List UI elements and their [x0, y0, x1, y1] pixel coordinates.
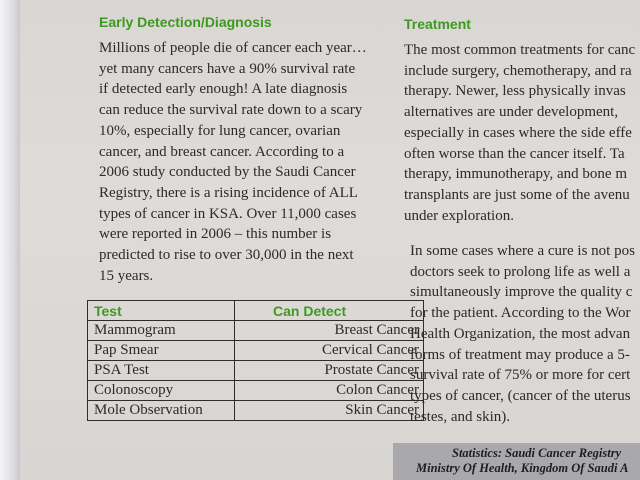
- text-line: if detected early enough! A late diagnosis: [99, 81, 348, 98]
- text-line: cancer, and breast cancer. According to a: [99, 143, 345, 160]
- text-line: 10%, especially for lung cancer, ovarian: [99, 122, 341, 139]
- text-line: types of cancer in KSA. Over 11,000 cases: [99, 205, 357, 222]
- table-cell-test: Mammogram: [88, 321, 235, 341]
- statistics-source-line-2: Ministry Of Health, Kingdom Of Saudi A: [416, 461, 629, 475]
- text-line: predicted to rise to over 30,000 in the next: [99, 247, 354, 264]
- text-line: often worse than the cancer itself. Ta: [404, 145, 625, 162]
- table-cell-detects: Colon Cancer: [235, 381, 424, 401]
- table-cell-test: Pap Smear: [88, 341, 235, 361]
- table-header-row: [88, 301, 424, 321]
- treatment-heading: Treatment: [404, 16, 471, 32]
- text-line: Health Organization, the most advan: [410, 325, 631, 342]
- table-cell-detects: Prostate Cancer: [235, 361, 424, 381]
- text-line: simultaneously improve the quality c: [410, 284, 633, 301]
- text-line: transplants are just some of the avenu: [404, 186, 630, 203]
- table-row: [88, 361, 424, 381]
- text-line: therapy, immunotherapy, and bone m: [404, 166, 627, 183]
- detection-table: [87, 300, 424, 421]
- text-line: 2006 study conducted by the Saudi Cancer: [99, 164, 356, 181]
- treatment-paragraph-1: [404, 40, 640, 226]
- text-line: 15 years.: [99, 267, 154, 284]
- table-row: [88, 381, 424, 401]
- book-spine-edge: [0, 0, 20, 480]
- table-row: [88, 341, 424, 361]
- table-cell-detects: Cervical Cancer: [235, 341, 424, 361]
- text-line: Registry, there is a rising incidence of ALL: [99, 184, 358, 201]
- text-line: include surgery, chemotherapy, and ra: [404, 62, 632, 79]
- table-row: [88, 321, 424, 341]
- text-line: for the patient. According to the Wor: [410, 305, 631, 322]
- text-line: under exploration.: [404, 207, 514, 224]
- text-line: were reported in 2006 – this number is: [99, 226, 332, 243]
- table-cell-test: Colonoscopy: [88, 381, 235, 401]
- text-line: Millions of people die of cancer each year…: [99, 40, 367, 56]
- text-line: alternatives are under development,: [404, 104, 619, 121]
- text-line: types of cancer, (cancer of the uterus: [410, 387, 631, 404]
- text-line: yet many cancers have a 90% survival rate: [99, 60, 356, 77]
- text-line: survival rate of 75% or more for cert: [410, 367, 631, 384]
- text-line: can reduce the survival rate down to a scary: [99, 102, 363, 119]
- table-row: [88, 401, 424, 421]
- text-line: therapy. Newer, less physically invas: [404, 83, 626, 100]
- column-header-can-detect: Can Detect: [235, 301, 424, 321]
- table-cell-detects: Breast Cancer: [235, 321, 424, 341]
- table-cell-test: Mole Observation: [88, 401, 235, 421]
- table-cell-test: PSA Test: [88, 361, 235, 381]
- text-line: forms of treatment may produce a 5-: [410, 346, 630, 363]
- text-line: The most common treatments for canc: [404, 42, 636, 58]
- column-header-test: Test: [88, 301, 235, 321]
- table-cell-detects: Skin Cancer: [235, 401, 424, 421]
- statistics-source-line-1: Statistics: Saudi Cancer Registry: [452, 446, 622, 460]
- text-line: doctors seek to prolong life as well a: [410, 263, 631, 280]
- early-detection-paragraph: [99, 38, 367, 286]
- early-detection-heading: Early Detection/Diagnosis: [99, 14, 272, 30]
- text-line: testes, and skin).: [410, 408, 510, 425]
- text-line: especially in cases where the side effe: [404, 124, 632, 141]
- text-line: In some cases where a cure is not pos: [410, 243, 635, 259]
- treatment-paragraph-2: [410, 241, 640, 427]
